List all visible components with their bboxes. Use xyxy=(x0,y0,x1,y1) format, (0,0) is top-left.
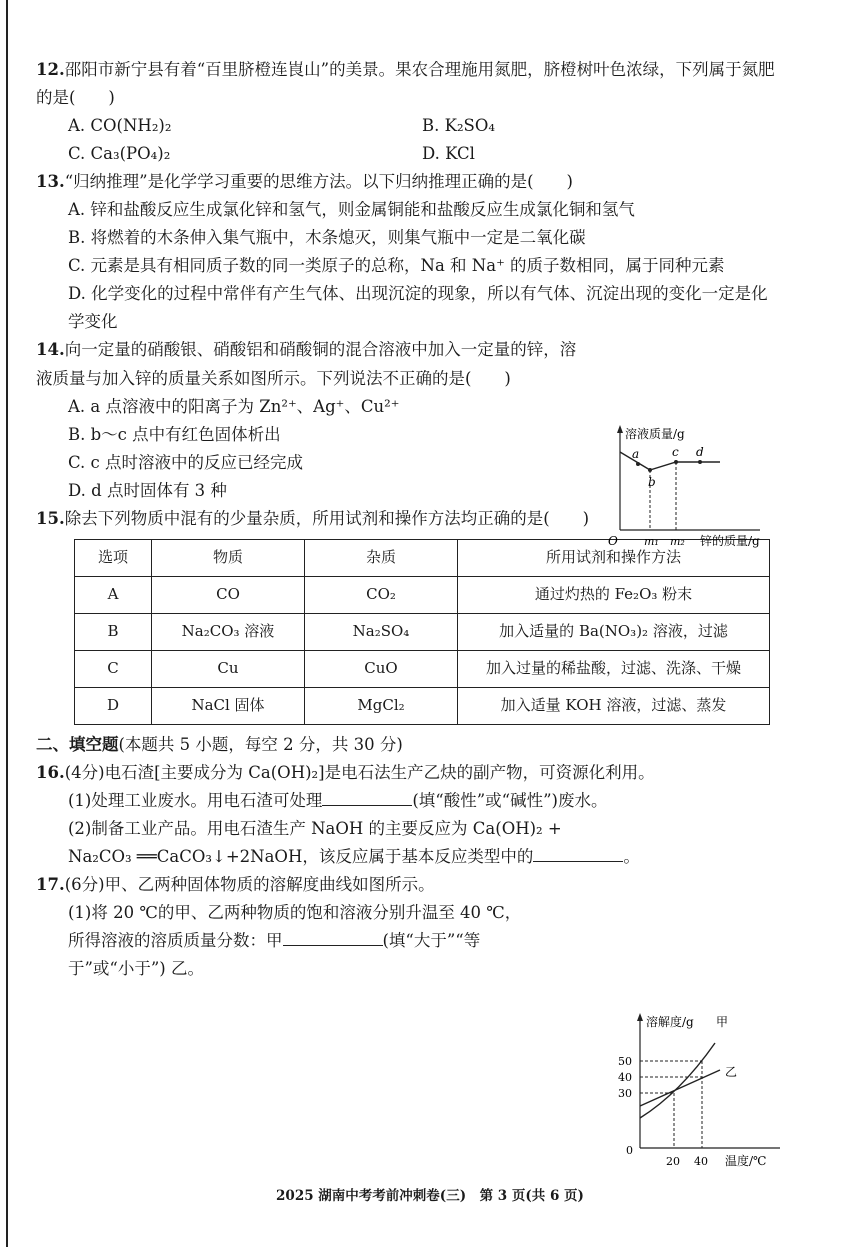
page-footer: 2025 湖南中考考前冲刺卷(三) 第 3 页(共 6 页) xyxy=(276,1188,584,1204)
question-stem: 邵阳市新宁县有着“百里脐橙连崀山”的美景。果农合理施用氮肥，脐橙树叶色浓绿，下列属于氮肥的是( ) xyxy=(36,60,775,108)
question-17 xyxy=(36,871,596,983)
table-row[interactable] xyxy=(75,576,770,613)
tick-30: 30 xyxy=(618,1087,632,1100)
answer-blank[interactable] xyxy=(533,847,623,862)
option-d[interactable]: D. d 点时固体有 3 种 xyxy=(68,480,227,500)
question-number: 12. xyxy=(36,60,65,79)
option-c[interactable]: C. 元素是具有相同质子数的同一类原子的总称，Na 和 Na⁺ 的质子数相同，属于同种元素 xyxy=(68,256,725,276)
question-stem: 向一定量的硝酸银、硝酸铝和硝酸铜的混合溶液中加入一定量的锌，溶液质量与加入锌的质量关系如图所示。下列说法不正确的是( ) xyxy=(36,340,577,388)
question-stem: (4分)电石渣[主要成分为 Ca(OH)₂]是电石法生产乙炔的副产物，可资源化利用。 xyxy=(64,762,655,782)
option-a[interactable]: A. a 点溶液中的阳离子为 Zn²⁺、Ag⁺、Cu²⁺ xyxy=(68,396,400,416)
question-number: 13. xyxy=(36,172,65,192)
cell-option: B xyxy=(75,613,152,650)
question-number: 15. xyxy=(36,508,65,528)
answer-blank[interactable] xyxy=(322,791,412,806)
question-number: 17. xyxy=(36,875,65,895)
answer-blank[interactable] xyxy=(283,931,383,946)
options-table xyxy=(74,539,770,725)
cell-method: 加入适量 KOH 溶液，过滤、蒸发 xyxy=(458,687,770,724)
y-axis-label: 溶液质量/g xyxy=(625,427,685,441)
header-option: 选项 xyxy=(75,539,152,576)
label-c: c xyxy=(672,445,679,459)
section-desc: (本题共 5 小题，每空 2 分，共 30 分) xyxy=(118,734,403,754)
section-title: 二、填空题 xyxy=(36,734,119,754)
x-axis-label: 温度/℃ xyxy=(725,1154,767,1168)
point-d xyxy=(698,460,702,464)
option-c[interactable]: C. c 点时溶液中的反应已经完成 xyxy=(68,452,304,472)
part-1-line-1: (1)将 20 ℃的甲、乙两种物质的饱和溶液分别升温至 40 ℃， xyxy=(68,903,522,923)
section-heading xyxy=(36,731,776,759)
tick-40: 40 xyxy=(618,1071,632,1084)
label-b: b xyxy=(648,475,656,489)
curve-jia xyxy=(640,1043,715,1118)
cell-impurity: Na₂SO₄ xyxy=(305,613,458,650)
option-a[interactable]: A. 锌和盐酸反应生成氯化锌和氢气，则金属铜能和盐酸反应生成氯化铜和氢气 xyxy=(68,200,635,220)
tick-m1: m₁ xyxy=(644,535,659,548)
part-1-text: (1)处理工业废水。用电石渣可处理 xyxy=(68,790,323,810)
cell-option: A xyxy=(75,576,152,613)
y-axis-arrow xyxy=(617,425,623,433)
table-row[interactable] xyxy=(75,687,770,724)
cell-option: C xyxy=(75,650,152,687)
question-12 xyxy=(36,56,776,168)
tick-50: 50 xyxy=(618,1055,632,1068)
part-1-line-2-after: (填“大于”“等 xyxy=(382,931,481,951)
curve-yi xyxy=(640,1070,720,1106)
solubility-graph xyxy=(590,988,790,1168)
label-yi: 乙 xyxy=(725,1065,738,1079)
cell-substance: Na₂CO₃ 溶液 xyxy=(152,613,305,650)
option-b[interactable]: B. b～c 点中有红色固体析出 xyxy=(68,424,281,444)
cell-method: 加入适量的 Ba(NO₃)₂ 溶液，过滤 xyxy=(458,613,770,650)
label-d: d xyxy=(696,445,704,459)
part-2-line-1: (2)制备工业产品。用电石渣生产 NaOH 的主要反应为 Ca(OH)₂ + xyxy=(68,818,562,838)
y-axis-label: 溶解度/g xyxy=(646,1015,694,1029)
cell-substance: Cu xyxy=(152,650,305,687)
x-axis-label: 锌的质量/g xyxy=(700,534,760,548)
question-13 xyxy=(36,168,776,336)
question-stem: 除去下列物质中混有的少量杂质，所用试剂和操作方法均正确的是( ) xyxy=(64,508,590,528)
cell-method: 通过灼热的 Fe₂O₃ 粉末 xyxy=(458,576,770,613)
cell-impurity: CO₂ xyxy=(305,576,458,613)
option-a[interactable]: A. CO(NH₂)₂ xyxy=(68,116,172,136)
origin-label: O xyxy=(608,534,618,548)
option-d[interactable]: D. KCl xyxy=(422,144,475,164)
label-a: a xyxy=(632,447,640,461)
option-b[interactable]: B. 将燃着的木条伸入集气瓶中，木条熄灭，则集气瓶中一定是二氧化碳 xyxy=(68,228,586,248)
header-impurity: 杂质 xyxy=(305,539,458,576)
binding-margin-line xyxy=(6,0,8,1247)
part-2-line-2: Na₂CO₃ ══CaCO₃↓+2NaOH，该反应属于基本反应类型中的 xyxy=(68,846,534,866)
part-1-line-3: 于”或“小于”) 乙。 xyxy=(68,959,204,979)
part-1-text-after: (填“酸性”或“碱性”)废水。 xyxy=(412,790,608,810)
question-number: 16. xyxy=(36,762,65,782)
tick-x-20: 20 xyxy=(666,1155,680,1168)
tick-m2: m₂ xyxy=(670,535,685,548)
point-a xyxy=(636,462,640,466)
cell-method: 加入过量的稀盐酸，过滤、洗涤、干燥 xyxy=(458,650,770,687)
table-row[interactable] xyxy=(75,650,770,687)
header-method: 所用试剂和操作方法 xyxy=(458,539,770,576)
solution-mass-graph xyxy=(570,370,770,550)
question-number: 14. xyxy=(36,340,65,360)
y-axis-arrow xyxy=(637,1013,643,1021)
question-16 xyxy=(36,759,776,871)
tick-0: 0 xyxy=(626,1144,633,1157)
table-row[interactable] xyxy=(75,613,770,650)
part-1-line-2: 所得溶液的溶质质量分数：甲 xyxy=(68,931,283,951)
cell-impurity: MgCl₂ xyxy=(305,687,458,724)
question-stem: “归纳推理”是化学学习重要的思维方法。以下归纳推理正确的是( ) xyxy=(64,172,573,192)
question-stem: (6分)甲、乙两种固体物质的溶解度曲线如图所示。 xyxy=(64,875,435,895)
option-b[interactable]: B. K₂SO₄ xyxy=(422,116,496,136)
cell-option: D xyxy=(75,687,152,724)
part-2-end: 。 xyxy=(623,846,640,866)
header-substance: 物质 xyxy=(152,539,305,576)
option-c[interactable]: C. Ca₃(PO₄)₂ xyxy=(68,144,171,164)
option-d[interactable]: D. 化学变化的过程中常伴有产生气体、出现沉淀的现象，所以有气体、沉淀出现的变化一定是化学变化 xyxy=(68,284,768,332)
cell-substance: NaCl 固体 xyxy=(152,687,305,724)
cell-impurity: CuO xyxy=(305,650,458,687)
label-jia: 甲 xyxy=(716,1015,729,1029)
tick-x-40: 40 xyxy=(694,1155,708,1168)
cell-substance: CO xyxy=(152,576,305,613)
